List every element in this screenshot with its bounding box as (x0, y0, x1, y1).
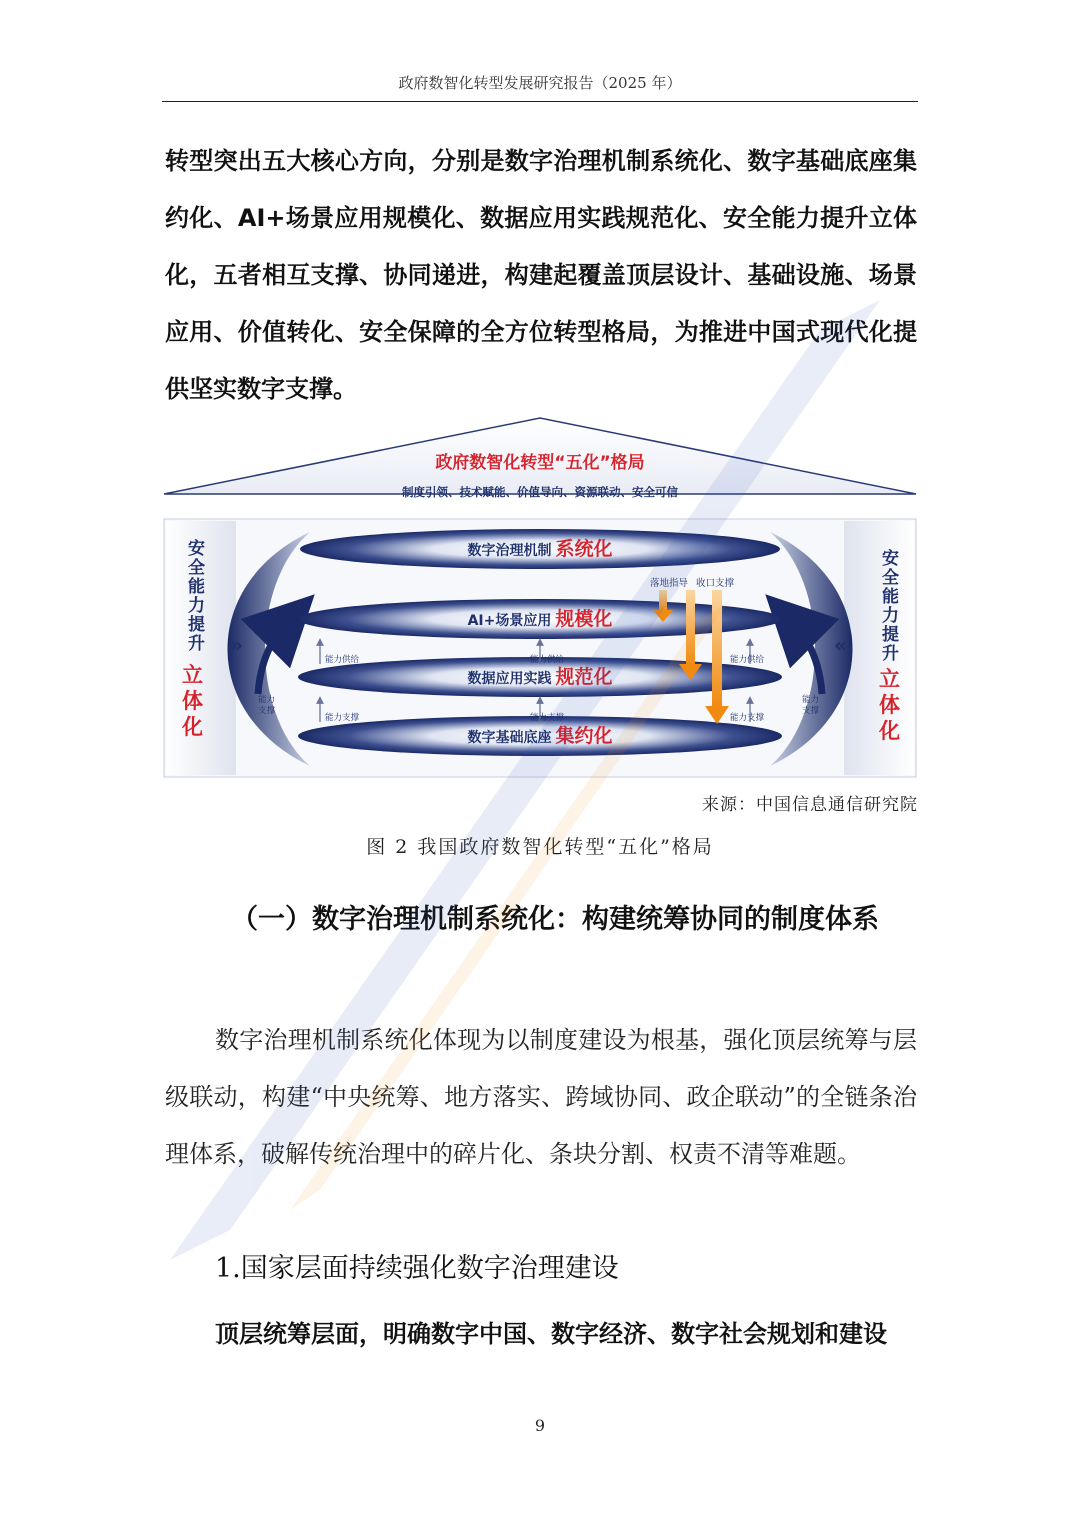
layer-label-3: 数据应用实践 规范化 (467, 666, 613, 688)
right-side-emphasis: 立体化 (879, 667, 900, 743)
intro-paragraph: 转型突出五大核心方向，分别是数字治理机制系统化、数字基础底座集约化、AI+场景应用规模化、数据应用实践规范化、安全能力提升立体化，五者相互支撑、协同递进，构建起覆盖顶层设计、基础设施、场景应用、价值转化、安全保障的全方位转型格局，为推进中国式现代化提供坚实数字支撑。 (165, 147, 917, 403)
right-chevron-icon: « (834, 633, 847, 657)
cap-stacked-left-2: 支撑 (258, 706, 276, 716)
subheading: 1.国家层面持续强化数字治理建设 (215, 1253, 619, 1284)
left-side-emphasis: 立体化 (182, 663, 203, 739)
cap-support-mid: 能力支撑 (530, 713, 565, 723)
cap-stacked-right-2: 支撑 (802, 706, 820, 716)
layer-label-4: 数字基础底座 集约化 (467, 725, 613, 747)
roof-subtitle: 制度引领、技术赋能、价值导向、资源联动、安全可信 (402, 485, 678, 499)
layer-label-2: AI+场景应用 规模化 (467, 608, 613, 630)
down-label-support: 收口支撑 (696, 578, 735, 589)
down-label-guidance: 落地指导 (650, 578, 689, 589)
report-title: 政府数智化转型发展研究报告（2025 年） (398, 74, 682, 92)
figure-source: 来源：中国信息通信研究院 (702, 795, 918, 815)
section-heading: （一）数字治理机制系统化：构建统筹协同的制度体系 (231, 904, 879, 935)
cap-support-right: 能力支撑 (730, 713, 765, 723)
section-paragraph: 数字治理机制系统化体现为以制度建设为根基，强化顶层统筹与层级联动，构建“中央统筹、地方落实、跨域协同、政企联动”的全链条治理体系，破解传统治理中的碎片化、条块分割、权责不清等难题。 (165, 1026, 917, 1168)
cap-support-left: 能力支撑 (325, 713, 360, 723)
five-transformation-figure (160, 414, 920, 779)
final-paragraph: 顶层统筹层面，明确数字中国、数字经济、数字社会规划和建设 (215, 1320, 887, 1348)
left-side-label: 安全能力提升 (188, 539, 205, 654)
cap-stacked-right-1: 能力 (802, 695, 820, 705)
left-chevron-icon: » (230, 633, 243, 657)
figure-svg (160, 414, 920, 779)
cap-supply-right: 能力供给 (730, 655, 765, 665)
figure-caption: 图 2 我国政府数智化转型“五化”格局 (366, 836, 714, 858)
page-number: 9 (534, 1416, 546, 1435)
layer-label-1: 数字治理机制 系统化 (467, 538, 613, 560)
page-header (162, 72, 918, 102)
cap-supply-mid: 能力供给 (530, 655, 565, 665)
roof-title: 政府数智化转型“五化”格局 (435, 453, 645, 473)
cap-stacked-left-1: 能力 (258, 695, 276, 705)
cap-supply-left: 能力供给 (325, 655, 360, 665)
right-side-label: 安全能力提升 (882, 549, 899, 664)
